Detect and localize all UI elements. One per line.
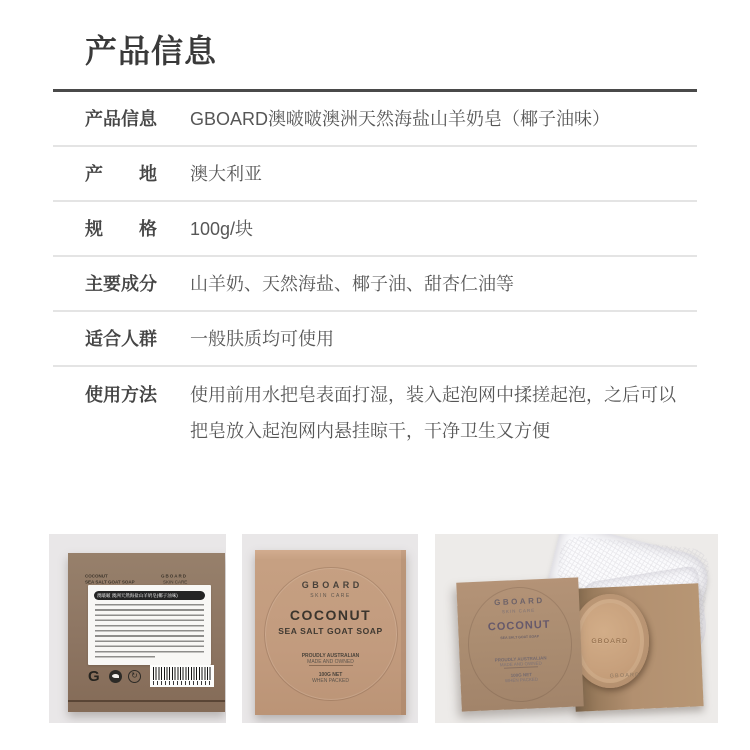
certification-icons <box>88 669 141 684</box>
small-divider <box>309 665 353 666</box>
spec-value: GBOARD澳啵啵澳洲天然海盐山羊奶皂（椰子油味） <box>190 108 611 129</box>
recycle-badge-icon: ↻ <box>128 670 141 683</box>
origin-text: PROUDLY AUSTRALIAN <box>494 655 547 663</box>
brand-text: GBOARD <box>301 580 363 590</box>
spec-label: 产品信息 <box>85 108 157 129</box>
spec-value: 100g/块 <box>190 218 254 239</box>
product-image-gallery <box>0 534 750 723</box>
product-photo-box-back <box>49 534 226 723</box>
net-weight-text: WHEN PACKED <box>312 677 349 684</box>
drawer-brand-text: GBOARD <box>609 671 641 679</box>
spec-table <box>53 92 697 465</box>
product-name-text: COCONUT <box>289 607 372 623</box>
net-weight-text: 100G NET <box>510 672 533 678</box>
g-recycle-icon: G <box>88 668 100 685</box>
origin-text: PROUDLY AUSTRALIAN <box>301 652 360 659</box>
spec-row-size <box>53 202 697 257</box>
product-photo-box-open <box>435 534 718 723</box>
spec-label: 主要成分 <box>85 273 157 294</box>
kangaroo-badge-icon <box>109 670 122 683</box>
page-title: 产品信息 <box>85 33 218 69</box>
brand-subtext: SKIN CARE <box>501 607 536 615</box>
net-weight-text: 100G NET <box>318 671 343 678</box>
spec-row-product-name <box>53 92 697 147</box>
product-subtitle-text: SEA SALT GOAT SOAP <box>278 626 383 636</box>
box-front <box>255 550 406 715</box>
info-label-text-lines <box>95 604 204 654</box>
box-back-product-name: COCONUT SEA SALT GOAT SOAP <box>85 573 135 585</box>
barcode-bars <box>153 667 211 680</box>
origin-text: MADE AND OWNED <box>307 658 354 665</box>
barcode-digits <box>153 681 211 685</box>
product-photo-box-front <box>242 534 418 723</box>
box-back <box>68 553 225 712</box>
origin-text: MADE AND OWNED <box>499 660 542 668</box>
gboard-logo: GBOARD SKIN CARE <box>161 573 187 585</box>
info-label <box>88 585 211 665</box>
box-sleeve <box>456 577 584 711</box>
spec-value: 山羊奶、天然海盐、椰子油、甜杏仁油等 <box>190 273 514 294</box>
spec-row-suitable-for <box>53 312 697 367</box>
net-weight-text: WHEN PACKED <box>504 676 539 684</box>
spec-label: 适合人群 <box>85 328 157 349</box>
brand-subtext: SKIN CARE <box>310 592 351 599</box>
info-label-title: 澳啵啵 澳洲天然海盐山羊奶皂(椰子油味) <box>94 591 205 600</box>
spec-value: 澳大利亚 <box>190 163 262 184</box>
spec-label: 产地 <box>85 163 157 184</box>
brand-text: GBOARD <box>493 595 545 608</box>
spec-label: 使用方法 <box>85 385 157 405</box>
barcode <box>150 665 214 687</box>
soap-emboss-text: GBOARD <box>591 637 629 645</box>
spec-value: 使用前用水把皂表面打湿，装入起泡网中揉搓起泡，之后可以把皂放入起泡网内悬挂晾干，干净卫生又方便 <box>190 385 676 441</box>
spec-row-ingredients <box>53 257 697 312</box>
spec-row-usage <box>53 367 697 465</box>
spec-row-origin <box>53 147 697 202</box>
product-subtitle-text: SEA SALT GOAT SOAP <box>500 634 540 641</box>
info-label-text-lines <box>95 656 155 660</box>
product-name-text: COCONUT <box>487 618 551 634</box>
spec-label: 规格 <box>85 218 157 239</box>
spec-value: 一般肤质均可使用 <box>190 328 334 349</box>
